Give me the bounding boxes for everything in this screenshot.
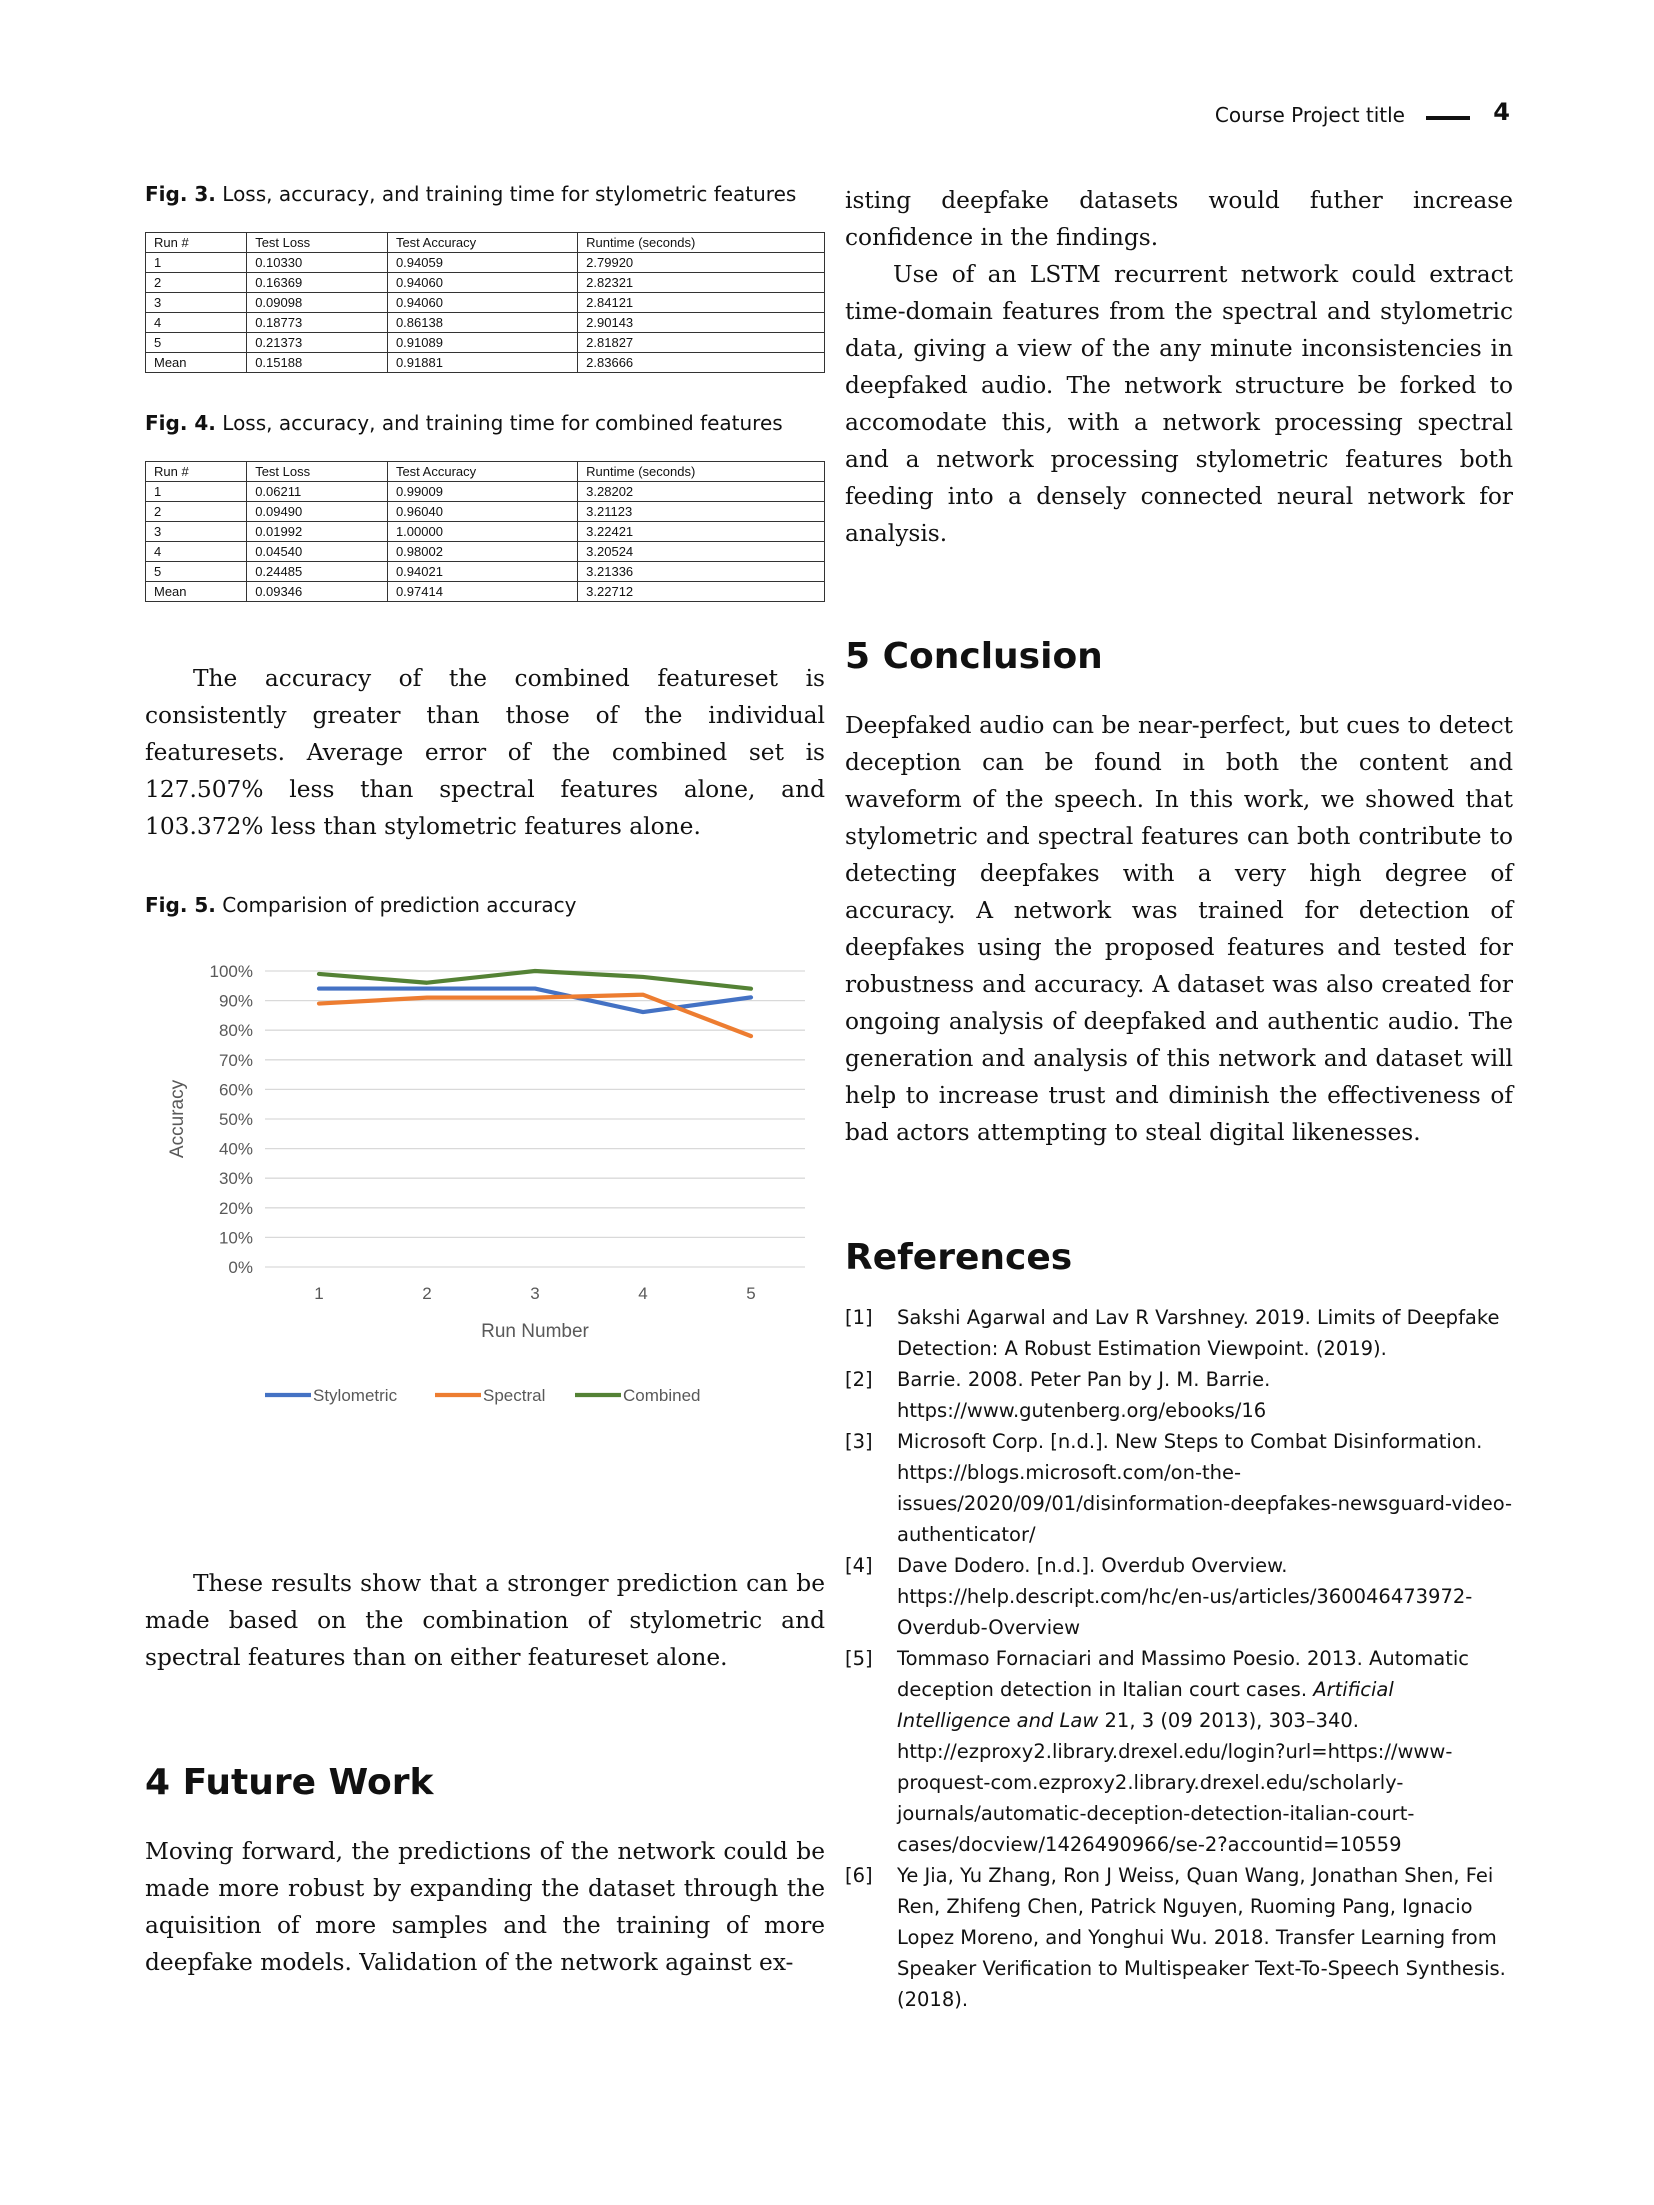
- y-tick-label: 70%: [218, 1050, 253, 1070]
- accuracy-chart: [145, 939, 825, 1559]
- table-cell: 5: [146, 333, 247, 353]
- table-cell: 3: [146, 522, 247, 542]
- table-cell: 0.18773: [247, 313, 388, 333]
- y-tick-label: 60%: [218, 1080, 253, 1100]
- series-line-combined: [319, 971, 751, 989]
- table-cell: 0.96040: [387, 502, 577, 522]
- table-cell: 0.94059: [387, 253, 577, 273]
- table-row: [146, 502, 825, 522]
- fig3-caption: [145, 180, 825, 208]
- reference-item: [845, 1643, 1513, 1860]
- future-work-continued: isting deepfake datasets would futher increase confidence in the findings.: [845, 187, 1513, 251]
- table-row: [146, 313, 825, 333]
- table-header-row: [146, 233, 825, 253]
- reference-number: [3]: [845, 1430, 873, 1453]
- x-axis-title: Run Number: [481, 1321, 589, 1342]
- y-tick-label: 0%: [228, 1258, 253, 1277]
- page-number: 4: [1493, 98, 1510, 126]
- left-column: [145, 180, 825, 1981]
- column-header: Test Loss: [247, 462, 388, 482]
- table-cell: 0.99009: [387, 482, 577, 502]
- future-work-heading: 4 Future Work: [145, 1762, 434, 1803]
- table-cell: 0.09346: [247, 582, 388, 602]
- table-cell: 4: [146, 542, 247, 562]
- table-cell: 0.86138: [387, 313, 577, 333]
- column-header: Test Loss: [247, 233, 388, 253]
- table-cell: 3.21123: [578, 502, 825, 522]
- y-tick-label: 90%: [218, 991, 253, 1011]
- table-cell: 2.84121: [578, 293, 825, 313]
- fig4-label: Fig. 4.: [145, 411, 216, 435]
- table-cell: 2.83666: [578, 353, 825, 373]
- reference-item: [845, 1550, 1513, 1643]
- accuracy-chart-svg: [145, 939, 825, 1559]
- legend-label: Spectral: [483, 1386, 546, 1405]
- table-cell: 0.21373: [247, 333, 388, 353]
- fig5-caption: [145, 891, 825, 919]
- x-tick-label: 1: [314, 1284, 324, 1303]
- reference-text-part: 21, 3 (09 2013), 303–340. http://ezproxy2.library.drexel.edu/login?url=https://www-proquest-com.ezproxy2.library.drexel.edu/scholarly-journals/automatic-deception-detection-italian-court-cases/docview/1426490966/se-2?accountid=10559: [897, 1709, 1453, 1856]
- reference-number: [6]: [845, 1864, 873, 1887]
- reference-item: [845, 1364, 1513, 1426]
- table-cell: 4: [146, 313, 247, 333]
- table-cell: 3.28202: [578, 482, 825, 502]
- fig4-table: [145, 461, 825, 602]
- reference-item: [845, 1860, 1513, 2015]
- table-cell: 3.21336: [578, 562, 825, 582]
- column-header: Runtime (seconds): [578, 462, 825, 482]
- reference-text[interactable]: Dave Dodero. [n.d.]. Overdub Overview. https://help.descript.com/hc/en-us/articles/360046473972-Overdub-Overview: [897, 1554, 1473, 1639]
- x-tick-label: 4: [638, 1284, 648, 1303]
- table-cell: 0.94060: [387, 273, 577, 293]
- table-cell: 0.01992: [247, 522, 388, 542]
- reference-text[interactable]: Barrie. 2008. Peter Pan by J. M. Barrie. https://www.gutenberg.org/ebooks/16: [897, 1368, 1271, 1422]
- reference-item: [845, 1302, 1513, 1364]
- results-paragraph: The accuracy of the combined featureset is consistently greater than those of the individual featuresets. Average error of the combined set is 127.507% less than spectral features alone, and 103.372% less than stylometric features alone.: [145, 665, 825, 840]
- fig3-caption-text: Loss, accuracy, and training time for stylometric features: [222, 182, 797, 206]
- reference-text[interactable]: Microsoft Corp. [n.d.]. New Steps to Combat Disinformation. https://blogs.microsoft.com/on-the-issues/2020/09/01/disinformation-deepfakes-newsguard-video-authenticator/: [897, 1430, 1513, 1546]
- y-tick-label: 10%: [218, 1228, 253, 1248]
- header-rule: [1426, 116, 1470, 120]
- table-cell: 3.20524: [578, 542, 825, 562]
- table-row: [146, 253, 825, 273]
- table-cell: 0.91881: [387, 353, 577, 373]
- fig5-label: Fig. 5.: [145, 893, 216, 917]
- y-tick-label: 100%: [209, 962, 253, 981]
- table-cell: 0.04540: [247, 542, 388, 562]
- table-cell: 2.81827: [578, 333, 825, 353]
- table-cell: 2: [146, 273, 247, 293]
- reference-list: [845, 1302, 1513, 2015]
- conclusion-heading: 5 Conclusion: [845, 636, 1103, 677]
- table-cell: 0.94021: [387, 562, 577, 582]
- table-cell: 1: [146, 482, 247, 502]
- fig5-caption-text: Comparision of prediction accuracy: [222, 893, 577, 917]
- table-row: [146, 562, 825, 582]
- table-cell: 3: [146, 293, 247, 313]
- reference-number: [5]: [845, 1647, 873, 1670]
- y-tick-label: 30%: [218, 1169, 253, 1189]
- table-row: [146, 542, 825, 562]
- running-title: Course Project title: [1214, 103, 1405, 127]
- table-cell: 0.97414: [387, 582, 577, 602]
- running-header: [1000, 98, 1510, 138]
- y-tick-label: 50%: [218, 1110, 253, 1129]
- conclusion-paragraph: Deepfaked audio can be near-perfect, but cues to detect deception can be found in both the content and waveform of the speech. In this work, we showed that stylometric and spectral features can both contribute to detecting deepfakes with a very high degree of accuracy. A network was trained for detection of deepfakes using the proposed features and tested for robustness and accuracy. A dataset was also created for ongoing analysis of deepfaked and authentic audio. The generation and analysis of this network and dataset will help to increase trust and diminish the effectiveness of bad actors attempting to steal digital likenesses.: [845, 712, 1513, 1146]
- table-cell: 1.00000: [387, 522, 577, 542]
- right-column: [845, 180, 1513, 2015]
- reference-number: [1]: [845, 1306, 873, 1329]
- table-header-row: [146, 462, 825, 482]
- reference-number: [2]: [845, 1368, 873, 1391]
- reference-text-part: Tommaso Fornaciari and Massimo Poesio. 2013. Automatic deception detection in Italian court cases.: [897, 1647, 1470, 1701]
- table-cell: 0.06211: [247, 482, 388, 502]
- table-row: [146, 353, 825, 373]
- references-heading: References: [845, 1237, 1073, 1278]
- fig3-label: Fig. 3.: [145, 182, 216, 206]
- reference-text[interactable]: [897, 1643, 1513, 1860]
- lstm-paragraph: Use of an LSTM recurrent network could extract time-domain features from the spectral and stylometric data, giving a view of the any minute inconsistencies in deepfaked audio. The network structure be forked to accomodate this, with a network processing spectral and a network processing stylometric features both feeding into a densely connected neural network for analysis.: [845, 261, 1513, 547]
- reference-text: Sakshi Agarwal and Lav R Varshney. 2019. Limits of Deepfake Detection: A Robust Estimation Viewpoint. (2019).: [897, 1306, 1500, 1360]
- reference-text: Ye Jia, Yu Zhang, Ron J Weiss, Quan Wang, Jonathan Shen, Fei Ren, Zhifeng Chen, Patrick Nguyen, Ruoming Pang, Ignacio Lopez Moreno, and Yonghui Wu. 2018. Transfer Learning from Speaker Verification to Multispeaker Text-To-Speech Synthesis. (2018).: [897, 1864, 1506, 2011]
- table-cell: 3.22421: [578, 522, 825, 542]
- table-cell: 0.91089: [387, 333, 577, 353]
- x-tick-label: 2: [422, 1284, 432, 1303]
- y-tick-label: 20%: [218, 1198, 253, 1218]
- fig3-table: [145, 232, 825, 373]
- reference-journal: Artificial Intelligence and Law: [897, 1678, 1394, 1732]
- table-cell: 2: [146, 502, 247, 522]
- table-cell: 0.24485: [247, 562, 388, 582]
- table-cell: 3.22712: [578, 582, 825, 602]
- column-header: Run #: [146, 233, 247, 253]
- fig4-caption-text: Loss, accuracy, and training time for combined features: [222, 411, 783, 435]
- fig4-caption: [145, 409, 825, 437]
- table-cell: 5: [146, 562, 247, 582]
- column-header: Runtime (seconds): [578, 233, 825, 253]
- table-row: [146, 582, 825, 602]
- table-cell: 2.82321: [578, 273, 825, 293]
- conclusion-of-results-paragraph: These results show that a stronger prediction can be made based on the combination of stylometric and spectral features than on either featureset alone.: [145, 1570, 825, 1671]
- table-cell: 0.98002: [387, 542, 577, 562]
- legend-label: Stylometric: [313, 1386, 398, 1405]
- reference-item: [845, 1426, 1513, 1550]
- table-cell: 0.10330: [247, 253, 388, 273]
- table-cell: 0.09490: [247, 502, 388, 522]
- future-work-paragraph: Moving forward, the predictions of the network could be made more robust by expanding the dataset through the aquisition of more samples and the training of more deepfake models. Validation of the network against ex-: [145, 1838, 825, 1976]
- x-tick-label: 5: [746, 1284, 756, 1303]
- table-cell: 0.09098: [247, 293, 388, 313]
- column-header: Run #: [146, 462, 247, 482]
- y-axis-title: Accuracy: [167, 1079, 188, 1159]
- table-row: [146, 293, 825, 313]
- table-cell: 2.90143: [578, 313, 825, 333]
- table-row: [146, 333, 825, 353]
- table-row: [146, 522, 825, 542]
- x-tick-label: 3: [530, 1284, 540, 1303]
- column-header: Test Accuracy: [387, 233, 577, 253]
- y-tick-label: 40%: [218, 1139, 253, 1159]
- table-cell: 2.79920: [578, 253, 825, 273]
- column-header: Test Accuracy: [387, 462, 577, 482]
- table-row: [146, 482, 825, 502]
- reference-number: [4]: [845, 1554, 873, 1577]
- table-cell: Mean: [146, 353, 247, 373]
- table-cell: 0.16369: [247, 273, 388, 293]
- table-cell: Mean: [146, 582, 247, 602]
- table-cell: 1: [146, 253, 247, 273]
- y-tick-label: 80%: [218, 1021, 253, 1041]
- legend-label: Combined: [623, 1386, 701, 1405]
- table-cell: 0.15188: [247, 353, 388, 373]
- table-row: [146, 273, 825, 293]
- table-cell: 0.94060: [387, 293, 577, 313]
